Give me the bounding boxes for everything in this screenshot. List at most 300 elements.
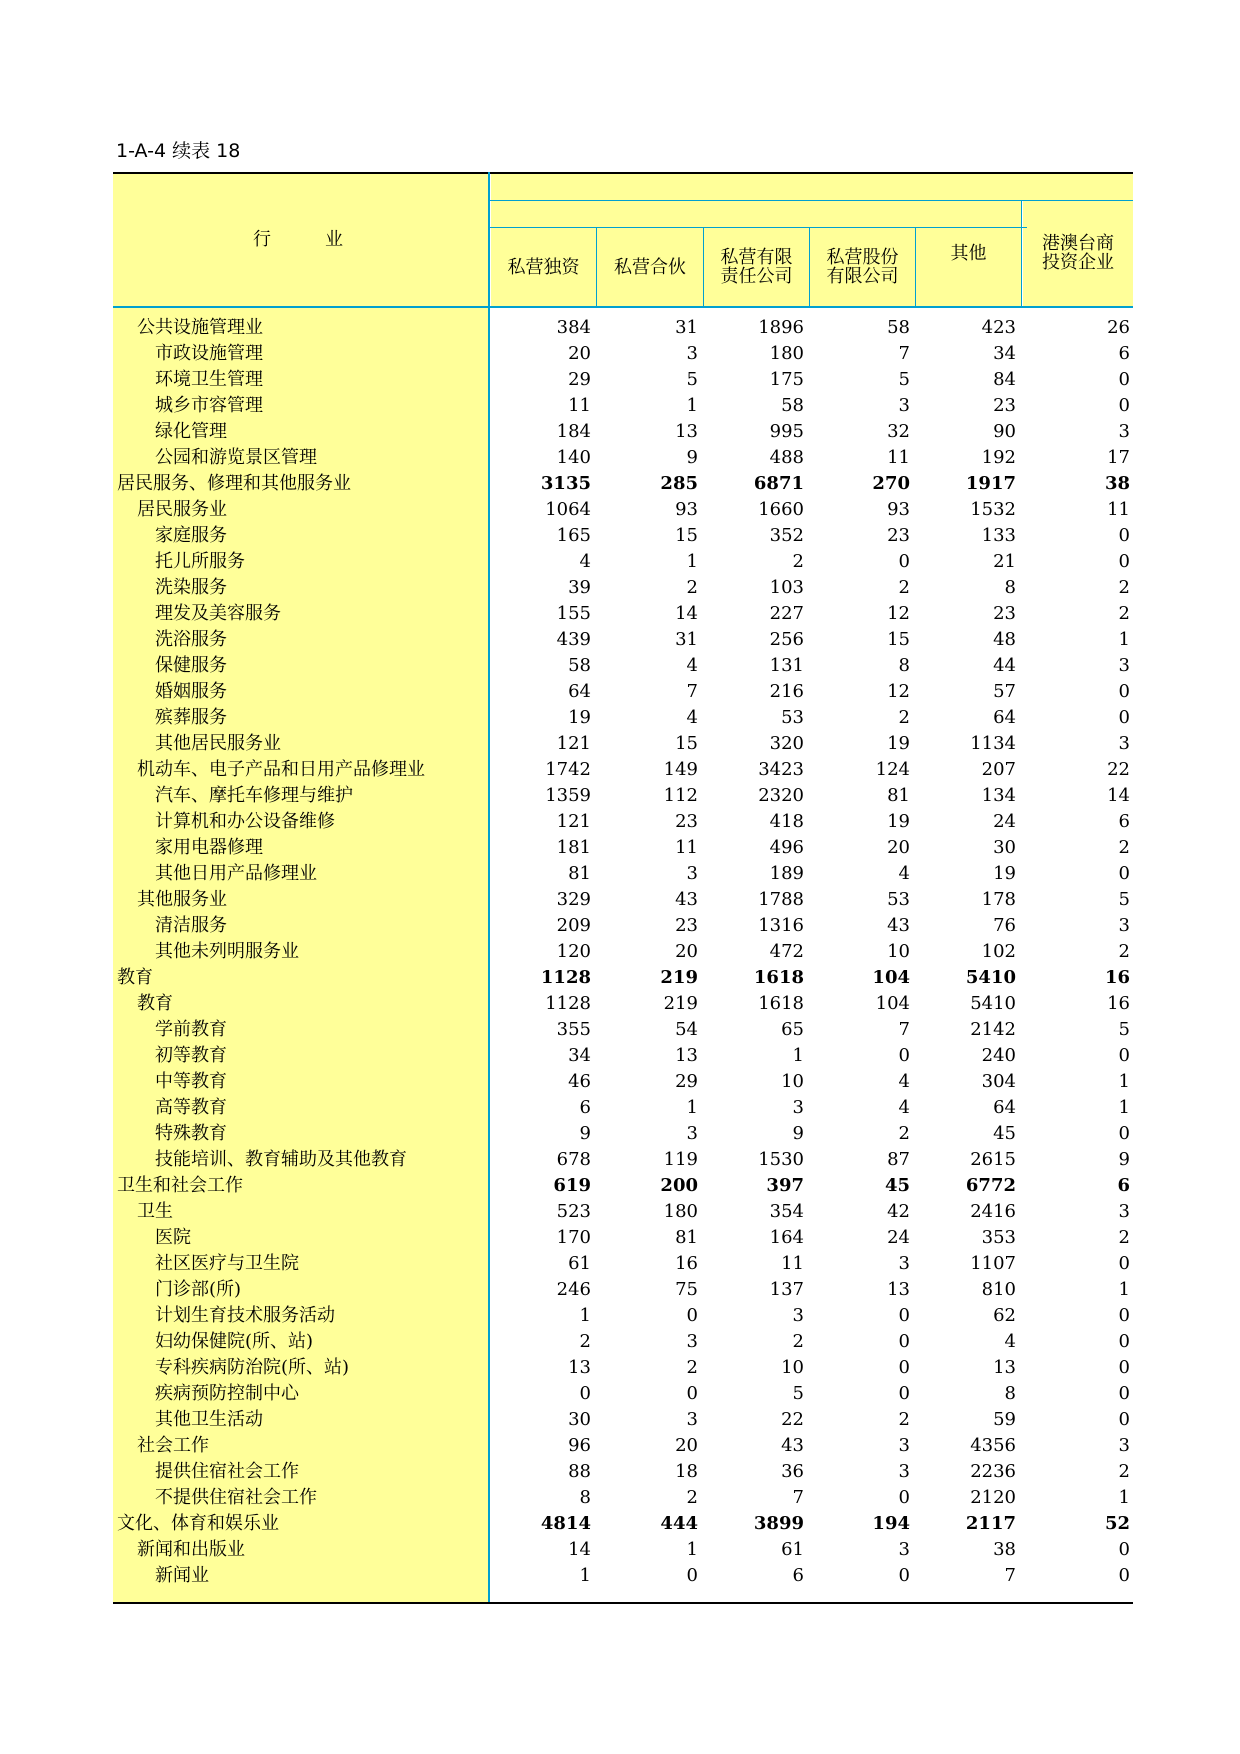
header-band-top	[491, 173, 1133, 200]
row-value: 329	[556, 889, 591, 910]
row-value: 24	[887, 1227, 910, 1248]
row-value: 93	[887, 499, 910, 520]
row-label: 计划生育技术服务活动	[155, 1305, 335, 1326]
row-value: 23	[675, 811, 698, 832]
row-value: 45	[884, 1175, 910, 1196]
row-value: 15	[675, 733, 698, 754]
row-value: 26	[1107, 317, 1130, 338]
table-row	[113, 549, 1133, 575]
row-value: 3	[1118, 1435, 1130, 1456]
row-value: 1896	[758, 317, 804, 338]
row-value: 65	[781, 1019, 804, 1040]
row-label: 清洁服务	[155, 915, 227, 936]
row-value: 16	[675, 1253, 698, 1274]
row-value: 19	[568, 707, 591, 728]
table-row	[113, 1407, 1133, 1433]
row-value: 76	[993, 915, 1016, 936]
row-value: 2	[1118, 837, 1130, 858]
row-label: 公园和游览景区管理	[155, 447, 317, 468]
rule-col-1	[596, 228, 597, 306]
table-row	[113, 367, 1133, 393]
row-label: 殡葬服务	[155, 707, 227, 728]
row-value: 1788	[758, 889, 804, 910]
row-value: 0	[1118, 1331, 1130, 1352]
row-label: 卫生	[137, 1201, 173, 1222]
row-value: 64	[568, 681, 591, 702]
row-value: 3	[898, 1539, 910, 1560]
row-value: 2	[1118, 1461, 1130, 1482]
row-label: 其他卫生活动	[155, 1409, 263, 1430]
row-value: 0	[1118, 1565, 1130, 1586]
row-value: 16	[1104, 967, 1130, 988]
row-value: 175	[769, 369, 804, 390]
header-col-private-partnership: 私营合伙	[597, 228, 703, 306]
row-value: 216	[769, 681, 804, 702]
table-row	[113, 393, 1133, 419]
row-label: 中等教育	[155, 1071, 227, 1092]
table-row	[113, 1537, 1133, 1563]
row-value: 1618	[758, 993, 804, 1014]
table-row	[113, 965, 1133, 991]
row-value: 0	[686, 1383, 698, 1404]
row-value: 1	[1118, 1279, 1130, 1300]
row-value: 4	[686, 655, 698, 676]
row-value: 34	[993, 343, 1016, 364]
row-value: 0	[1118, 1357, 1130, 1378]
row-value: 219	[660, 967, 698, 988]
row-value: 354	[769, 1201, 804, 1222]
row-value: 678	[556, 1149, 591, 1170]
table-row	[113, 1147, 1133, 1173]
row-value: 23	[993, 395, 1016, 416]
row-value: 7	[1004, 1565, 1016, 1586]
row-value: 93	[675, 499, 698, 520]
row-value: 2	[1118, 1227, 1130, 1248]
rule-bottom	[113, 1602, 1133, 1604]
row-value: 0	[1118, 369, 1130, 390]
row-value: 0	[898, 1487, 910, 1508]
row-value: 13	[675, 421, 698, 442]
header-band-mid	[491, 200, 1021, 227]
row-value: 20	[675, 941, 698, 962]
row-value: 58	[887, 317, 910, 338]
row-value: 4	[579, 551, 591, 572]
row-value: 38	[993, 1539, 1016, 1560]
row-value: 1	[792, 1045, 804, 1066]
row-value: 397	[766, 1175, 804, 1196]
header-col-private-llc: 私营有限 责任公司	[704, 228, 809, 306]
row-value: 13	[568, 1357, 591, 1378]
row-value: 119	[663, 1149, 698, 1170]
table-row	[113, 471, 1133, 497]
row-label: 疾病预防控制中心	[155, 1383, 299, 1404]
row-value: 23	[887, 525, 910, 546]
row-value: 104	[872, 967, 910, 988]
row-value: 270	[872, 473, 910, 494]
row-value: 2120	[970, 1487, 1016, 1508]
row-value: 22	[1107, 759, 1130, 780]
row-value: 0	[579, 1383, 591, 1404]
table-row	[113, 575, 1133, 601]
row-value: 355	[556, 1019, 591, 1040]
row-value: 0	[1118, 863, 1130, 884]
row-label: 学前教育	[155, 1019, 227, 1040]
table-row	[113, 757, 1133, 783]
row-value: 81	[675, 1227, 698, 1248]
row-value: 8	[1004, 577, 1016, 598]
row-value: 1	[1118, 1097, 1130, 1118]
row-label: 妇幼保健院(所、站)	[155, 1331, 314, 1352]
table-row	[113, 627, 1133, 653]
table-row	[113, 887, 1133, 913]
row-value: 81	[887, 785, 910, 806]
row-value: 6	[579, 1097, 591, 1118]
row-label: 洗浴服务	[155, 629, 227, 650]
row-value: 192	[981, 447, 1016, 468]
row-value: 2	[792, 1331, 804, 1352]
row-value: 200	[660, 1175, 698, 1196]
table-row	[113, 783, 1133, 809]
row-label: 市政设施管理	[155, 343, 263, 364]
header-col-other: 其他	[916, 200, 1021, 306]
row-value: 59	[993, 1409, 1016, 1430]
row-value: 24	[993, 811, 1016, 832]
row-value: 4	[1004, 1331, 1016, 1352]
row-label: 初等教育	[155, 1045, 227, 1066]
row-value: 2	[579, 1331, 591, 1352]
row-value: 5	[898, 369, 910, 390]
row-label: 公共设施管理业	[137, 317, 263, 338]
row-value: 21	[993, 551, 1016, 572]
row-value: 43	[887, 915, 910, 936]
row-value: 53	[781, 707, 804, 728]
row-value: 43	[675, 889, 698, 910]
table-row	[113, 1251, 1133, 1277]
rule-top	[113, 172, 1133, 174]
header-col-private-joint-stock: 私营股份 有限公司	[810, 228, 915, 306]
row-label: 婚姻服务	[155, 681, 227, 702]
row-value: 0	[1118, 1123, 1130, 1144]
row-value: 120	[556, 941, 591, 962]
row-value: 4	[898, 1097, 910, 1118]
row-label: 卫生和社会工作	[117, 1175, 243, 1196]
row-value: 9	[579, 1123, 591, 1144]
row-value: 12	[887, 603, 910, 624]
table-row	[113, 1329, 1133, 1355]
row-value: 87	[887, 1149, 910, 1170]
row-value: 44	[993, 655, 1016, 676]
row-value: 2	[1118, 577, 1130, 598]
row-value: 0	[898, 1305, 910, 1326]
row-value: 4814	[540, 1513, 591, 1534]
row-label: 专科疾病防治院(所、站)	[155, 1357, 350, 1378]
table-row	[113, 445, 1133, 471]
row-value: 2	[898, 1409, 910, 1430]
row-value: 4	[898, 863, 910, 884]
row-label: 新闻业	[155, 1565, 209, 1586]
row-value: 0	[1118, 1305, 1130, 1326]
row-value: 2	[686, 577, 698, 598]
row-label: 提供住宿社会工作	[155, 1461, 299, 1482]
row-value: 14	[568, 1539, 591, 1560]
table-row	[113, 731, 1133, 757]
row-label: 社区医疗与卫生院	[155, 1253, 299, 1274]
table-row	[113, 523, 1133, 549]
row-value: 23	[993, 603, 1016, 624]
row-value: 19	[887, 811, 910, 832]
row-label: 居民服务业	[137, 499, 227, 520]
row-value: 189	[769, 863, 804, 884]
row-value: 423	[981, 317, 1016, 338]
row-value: 285	[660, 473, 698, 494]
row-value: 3	[1118, 1201, 1130, 1222]
row-value: 20	[568, 343, 591, 364]
row-value: 15	[675, 525, 698, 546]
row-value: 0	[1118, 1539, 1130, 1560]
row-value: 10	[781, 1071, 804, 1092]
row-value: 1742	[545, 759, 591, 780]
row-value: 3	[686, 1331, 698, 1352]
row-value: 2	[1118, 941, 1130, 962]
row-value: 488	[769, 447, 804, 468]
row-value: 6871	[753, 473, 804, 494]
row-value: 61	[781, 1539, 804, 1560]
row-value: 121	[556, 811, 591, 832]
row-value: 3899	[753, 1513, 804, 1534]
table-row	[113, 653, 1133, 679]
row-label: 社会工作	[137, 1435, 209, 1456]
row-value: 0	[1118, 525, 1130, 546]
row-label: 城乡市容管理	[155, 395, 263, 416]
table-row	[113, 1511, 1133, 1537]
row-value: 7	[686, 681, 698, 702]
row-value: 19	[887, 733, 910, 754]
table-row	[113, 341, 1133, 367]
row-value: 1	[579, 1305, 591, 1326]
row-value: 137	[769, 1279, 804, 1300]
table-row	[113, 835, 1133, 861]
row-value: 6	[792, 1565, 804, 1586]
rule-col-2	[703, 228, 704, 306]
row-value: 3	[898, 1461, 910, 1482]
row-value: 11	[887, 447, 910, 468]
row-value: 1	[1118, 629, 1130, 650]
row-value: 3	[792, 1305, 804, 1326]
row-value: 256	[769, 629, 804, 650]
row-value: 2236	[970, 1461, 1016, 1482]
row-value: 1	[1118, 1487, 1130, 1508]
row-value: 9	[686, 447, 698, 468]
row-value: 2117	[965, 1513, 1016, 1534]
row-value: 11	[1107, 499, 1130, 520]
row-value: 995	[769, 421, 804, 442]
row-label: 教育	[117, 967, 153, 988]
row-value: 5	[1118, 1019, 1130, 1040]
row-label: 托儿所服务	[155, 551, 245, 572]
row-value: 0	[1118, 707, 1130, 728]
row-value: 0	[686, 1565, 698, 1586]
row-value: 0	[898, 1565, 910, 1586]
table-row	[113, 1225, 1133, 1251]
row-value: 64	[993, 1097, 1016, 1118]
row-value: 20	[675, 1435, 698, 1456]
table-row	[113, 1433, 1133, 1459]
row-value: 523	[556, 1201, 591, 1222]
row-value: 48	[993, 629, 1016, 650]
table-row	[113, 1043, 1133, 1069]
table-row	[113, 913, 1133, 939]
rule-col-5	[1021, 200, 1022, 306]
row-value: 96	[568, 1435, 591, 1456]
row-value: 88	[568, 1461, 591, 1482]
row-label: 洗染服务	[155, 577, 227, 598]
row-value: 58	[568, 655, 591, 676]
row-value: 5	[686, 369, 698, 390]
table-row	[113, 1355, 1133, 1381]
row-label: 家庭服务	[155, 525, 227, 546]
row-value: 2142	[970, 1019, 1016, 1040]
row-value: 1	[686, 551, 698, 572]
row-value: 7	[792, 1487, 804, 1508]
row-value: 2	[898, 707, 910, 728]
row-label: 高等教育	[155, 1097, 227, 1118]
row-value: 9	[792, 1123, 804, 1144]
row-value: 1660	[758, 499, 804, 520]
row-value: 0	[1118, 1045, 1130, 1066]
row-value: 3	[686, 1409, 698, 1430]
table-row	[113, 809, 1133, 835]
row-value: 5410	[970, 993, 1016, 1014]
table-row	[113, 1381, 1133, 1407]
row-value: 13	[675, 1045, 698, 1066]
table-row	[113, 1563, 1133, 1589]
row-value: 14	[1107, 785, 1130, 806]
row-value: 1530	[758, 1149, 804, 1170]
row-value: 1	[686, 395, 698, 416]
row-value: 30	[568, 1409, 591, 1430]
row-value: 149	[663, 759, 698, 780]
row-value: 43	[781, 1435, 804, 1456]
row-value: 3	[898, 1435, 910, 1456]
row-value: 0	[898, 551, 910, 572]
row-value: 102	[981, 941, 1016, 962]
row-value: 38	[1104, 473, 1130, 494]
row-value: 164	[769, 1227, 804, 1248]
row-value: 2	[686, 1357, 698, 1378]
row-value: 0	[1118, 551, 1130, 572]
row-value: 3	[1118, 915, 1130, 936]
row-value: 6772	[965, 1175, 1016, 1196]
row-value: 209	[556, 915, 591, 936]
row-value: 29	[568, 369, 591, 390]
row-value: 439	[556, 629, 591, 650]
row-value: 472	[769, 941, 804, 962]
row-value: 11	[781, 1253, 804, 1274]
row-value: 0	[1118, 1409, 1130, 1430]
row-value: 18	[675, 1461, 698, 1482]
row-value: 140	[556, 447, 591, 468]
row-value: 227	[769, 603, 804, 624]
row-value: 3	[792, 1097, 804, 1118]
row-value: 133	[981, 525, 1016, 546]
row-value: 170	[556, 1227, 591, 1248]
row-value: 6	[1118, 811, 1130, 832]
row-value: 0	[898, 1357, 910, 1378]
table-row	[113, 315, 1133, 341]
row-value: 0	[1118, 395, 1130, 416]
row-value: 8	[579, 1487, 591, 1508]
row-value: 5410	[965, 967, 1016, 988]
row-value: 496	[769, 837, 804, 858]
row-value: 39	[568, 577, 591, 598]
row-value: 0	[898, 1331, 910, 1352]
row-value: 31	[675, 317, 698, 338]
row-value: 53	[887, 889, 910, 910]
row-value: 1064	[545, 499, 591, 520]
table-row	[113, 939, 1133, 965]
row-value: 4	[898, 1071, 910, 1092]
row-value: 246	[556, 1279, 591, 1300]
row-value: 104	[875, 993, 910, 1014]
row-value: 320	[769, 733, 804, 754]
row-value: 12	[887, 681, 910, 702]
row-label: 医院	[155, 1227, 191, 1248]
row-label: 机动车、电子产品和日用产品修理业	[137, 759, 425, 780]
row-value: 3	[1118, 733, 1130, 754]
table-row	[113, 1017, 1133, 1043]
row-value: 13	[993, 1357, 1016, 1378]
row-value: 31	[675, 629, 698, 650]
row-value: 3	[686, 343, 698, 364]
row-value: 3	[898, 1253, 910, 1274]
row-value: 1	[686, 1097, 698, 1118]
row-value: 0	[1118, 1383, 1130, 1404]
row-value: 84	[993, 369, 1016, 390]
header-col-hk-macao-taiwan: 港澳台商 投资企业	[1023, 200, 1133, 306]
row-value: 121	[556, 733, 591, 754]
row-value: 36	[781, 1461, 804, 1482]
rule-header-1	[489, 200, 1133, 201]
row-value: 1128	[545, 993, 591, 1014]
row-value: 6	[1117, 1175, 1130, 1196]
table-row	[113, 1173, 1133, 1199]
row-value: 61	[568, 1253, 591, 1274]
header-industry: 行 业	[113, 172, 488, 307]
row-label: 教育	[137, 993, 173, 1014]
row-value: 23	[675, 915, 698, 936]
row-value: 11	[568, 395, 591, 416]
table-row	[113, 1277, 1133, 1303]
row-value: 5	[792, 1383, 804, 1404]
row-value: 1	[686, 1539, 698, 1560]
table-row	[113, 1459, 1133, 1485]
row-value: 134	[981, 785, 1016, 806]
row-value: 2320	[758, 785, 804, 806]
table-row	[113, 1121, 1133, 1147]
row-value: 178	[981, 889, 1016, 910]
row-value: 0	[1118, 681, 1130, 702]
row-value: 3	[1118, 655, 1130, 676]
row-value: 384	[556, 317, 591, 338]
row-label: 汽车、摩托车修理与维护	[155, 785, 353, 806]
header-col-private-sole: 私营独资	[491, 228, 596, 306]
table-row	[113, 1069, 1133, 1095]
rule-col-3	[809, 228, 810, 306]
row-value: 75	[675, 1279, 698, 1300]
row-value: 52	[1104, 1513, 1130, 1534]
row-value: 0	[1118, 1253, 1130, 1274]
row-value: 1316	[758, 915, 804, 936]
